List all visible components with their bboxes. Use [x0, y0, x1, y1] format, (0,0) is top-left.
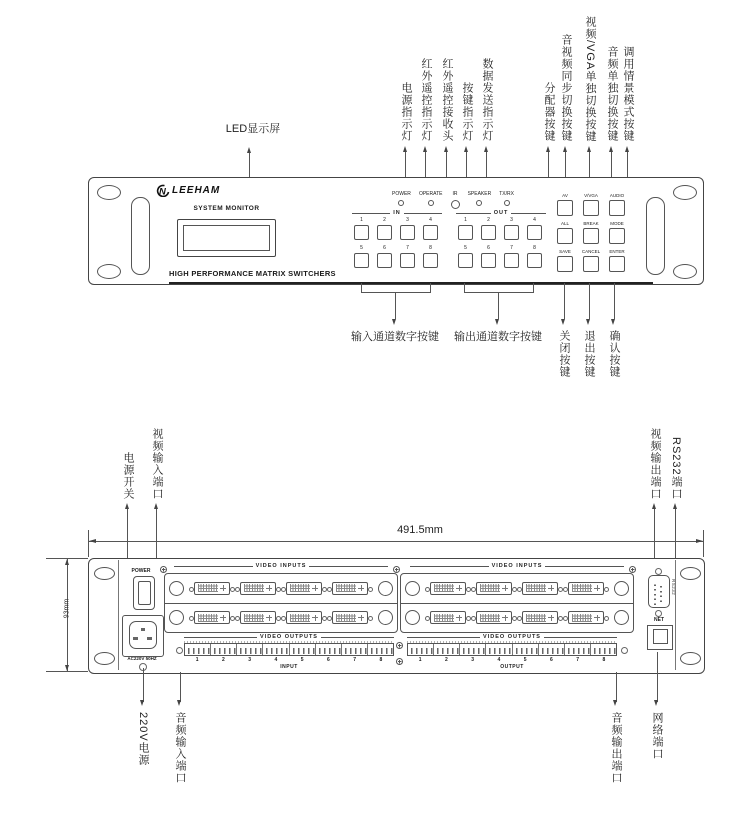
key-button	[557, 256, 573, 272]
terminal-block	[513, 644, 539, 655]
all-button: ALL	[557, 221, 573, 244]
callout-distributor: 分配器按键	[543, 82, 555, 142]
out-keys-row2	[458, 246, 542, 268]
input-strip-numbers: 1 2 3 4 5 6 7 8	[195, 657, 383, 663]
rule	[184, 637, 257, 638]
arrow-icon	[654, 700, 658, 706]
rack-hole	[680, 652, 701, 665]
rack-handle	[131, 197, 150, 275]
arrow-icon	[611, 319, 615, 325]
fn-row-1	[557, 193, 625, 216]
key-button	[458, 253, 473, 268]
dvi-port	[240, 611, 276, 624]
key-button	[400, 253, 415, 268]
rj45-opening	[653, 629, 668, 644]
bracket-line	[430, 283, 431, 292]
video-inputs-header-left: VIDEO INPUTS	[174, 563, 388, 569]
terminal-block	[591, 644, 616, 655]
dvi-input-row	[165, 574, 397, 603]
callout-power-led: 电源指示灯	[400, 82, 412, 142]
rule	[352, 213, 390, 214]
key-button	[481, 225, 496, 240]
terminal-block	[434, 644, 460, 655]
key-button	[458, 225, 473, 240]
subtitle-rule	[169, 282, 653, 284]
arrow-icon	[65, 559, 69, 565]
led-ir: IR	[451, 191, 460, 209]
ear-divider	[118, 560, 119, 670]
leader-line	[616, 672, 617, 702]
screw-hole-icon	[655, 568, 662, 575]
thumbscrew-icon	[614, 581, 629, 596]
rack-hole	[680, 567, 701, 580]
out-key-5: 5	[458, 246, 473, 268]
rack-hole	[97, 264, 121, 279]
hole-icon	[621, 647, 628, 654]
callout-input-keys: 输入通道数字按键	[351, 331, 439, 343]
thumbscrew-icon	[614, 610, 629, 625]
thumbscrew-icon	[405, 581, 420, 596]
brand-icon	[155, 184, 170, 197]
callout-power-switch: 电源开关	[122, 452, 134, 500]
out-key-6: 6	[481, 246, 496, 268]
brand-logo	[155, 184, 220, 197]
out-keys-row1	[458, 218, 542, 240]
terminal-block	[460, 644, 486, 655]
callout-exit-key: 退出按键	[583, 330, 595, 378]
thumbscrew-icon	[169, 581, 184, 596]
key-button	[583, 256, 599, 272]
arrow-icon	[586, 319, 590, 325]
screw-icon	[396, 658, 403, 665]
terminal-block	[185, 644, 211, 655]
rule	[410, 566, 489, 567]
dvi-port	[476, 582, 512, 595]
rack-hole	[97, 185, 121, 200]
callout-confirm-key: 确认按键	[608, 330, 620, 378]
screw-icon	[396, 642, 403, 649]
key-button	[583, 200, 599, 216]
dvi-port	[568, 611, 604, 624]
callout-scene-mode: 调用情景模式按键	[622, 46, 634, 142]
bracket-line	[464, 292, 534, 293]
extension-line	[703, 530, 704, 557]
rule	[544, 637, 617, 638]
out-key-8: 8	[527, 246, 542, 268]
rack-hole	[94, 652, 115, 665]
input-strip-label: INPUT	[280, 664, 298, 670]
callout-network-port: 网络端口	[651, 712, 663, 760]
key-button	[377, 225, 392, 240]
ear-divider	[675, 560, 676, 670]
callout-key-led: 按键指示灯	[461, 82, 473, 142]
v-vga-button: V/VGA	[583, 193, 599, 216]
callout-220v-power: 220V电源	[137, 712, 149, 766]
key-button	[609, 228, 625, 244]
key-button	[557, 228, 573, 244]
callout-audio-out-port: 音频输出端口	[610, 712, 622, 784]
rule	[309, 566, 388, 567]
in-key-5: 5	[354, 246, 369, 268]
dvi-port	[240, 582, 276, 595]
callout-audio-in-port: 音频输入端口	[174, 712, 186, 784]
led-icon	[398, 200, 404, 206]
rack-hole	[94, 567, 115, 580]
callout-av-sync: 音视频同步切换按键	[560, 34, 572, 142]
leader-line	[564, 283, 565, 319]
extension-line	[88, 530, 89, 557]
rule	[456, 213, 491, 214]
dvi-port	[430, 582, 466, 595]
rule	[511, 213, 546, 214]
terminal-block	[486, 644, 512, 655]
arrow-icon	[140, 700, 144, 706]
lcd-display	[177, 219, 276, 257]
out-key-3: 3	[504, 218, 519, 240]
key-button	[527, 253, 542, 268]
leader-line	[180, 672, 181, 702]
callout-output-keys: 输出通道数字按键	[454, 331, 542, 343]
audio-output-strip	[407, 643, 617, 656]
out-key-4: 4	[527, 218, 542, 240]
dvi-port	[568, 582, 604, 595]
out-group-header: OUT	[456, 210, 546, 216]
dvi-card-right	[400, 573, 634, 633]
terminal-block	[342, 644, 368, 655]
led-icon	[504, 200, 510, 206]
brand-name: LEEHAM	[172, 185, 221, 196]
ir-receiver-icon	[451, 200, 460, 209]
dvi-card-left	[164, 573, 398, 633]
led-operate: OPERATE	[419, 191, 443, 209]
lcd-screen	[183, 225, 270, 251]
in-key-8: 8	[423, 246, 438, 268]
video-outputs-header-right: VIDEO OUTPUTS	[407, 634, 617, 640]
thumbscrew-icon	[378, 581, 393, 596]
key-button	[583, 228, 599, 244]
video-outputs-header-left: VIDEO OUTPUTS	[184, 634, 394, 640]
dvi-port	[286, 611, 322, 624]
key-button	[609, 256, 625, 272]
leader-line	[143, 668, 144, 702]
out-key-7: 7	[504, 246, 519, 268]
leader-line	[614, 283, 615, 319]
rack-hole	[673, 264, 697, 279]
key-button	[557, 200, 573, 216]
key-button	[400, 225, 415, 240]
ac-inlet	[122, 615, 164, 657]
arrow-icon	[177, 700, 181, 706]
mode-button: MODE	[609, 221, 625, 244]
callout-video-out-port: 视频输出端口	[649, 428, 661, 500]
av-button: AV	[557, 193, 573, 216]
bracket-line	[361, 283, 362, 292]
rocker	[138, 581, 151, 605]
leader-line	[657, 652, 658, 702]
callout-tx-led: 数据发送指示灯	[481, 58, 493, 142]
dvi-port	[332, 582, 368, 595]
out-key-2: 2	[481, 218, 496, 240]
rack-hole	[673, 185, 697, 200]
terminal-block	[408, 644, 434, 655]
key-button	[423, 225, 438, 240]
key-button	[423, 253, 438, 268]
rule	[407, 637, 480, 638]
bracket-line	[464, 283, 465, 292]
callout-audio-only: 音频单独切换按键	[606, 46, 618, 142]
break-button: BREAK	[583, 221, 599, 244]
arrow-icon	[495, 319, 499, 325]
rear-panel	[88, 558, 705, 674]
arrow-icon	[65, 665, 69, 671]
out-key-1: 1	[458, 218, 473, 240]
terminal-block	[290, 644, 316, 655]
dvi-output-row	[401, 603, 633, 633]
screw-hole-icon	[655, 610, 662, 617]
key-button	[504, 225, 519, 240]
led-icon	[476, 200, 482, 206]
arrow-icon	[696, 539, 703, 543]
fn-row-2	[557, 221, 625, 244]
led-txrx: TX/RX	[499, 191, 514, 209]
net-label: NET	[654, 617, 664, 623]
fn-row-3	[557, 249, 625, 272]
dvi-port	[194, 582, 230, 595]
in-key-3: 3	[400, 218, 415, 240]
panel-subtitle: HIGH PERFORMANCE MATRIX SWITCHERS	[169, 269, 336, 278]
audio-input-strip	[184, 643, 394, 656]
callout-close-key: 关闭按键	[558, 330, 570, 378]
power-switch-label: POWER	[131, 568, 151, 574]
in-key-6: 6	[377, 246, 392, 268]
width-dimension: 491.5mm	[397, 524, 443, 536]
terminal-block	[565, 644, 591, 655]
terminal-block	[368, 644, 393, 655]
in-key-2: 2	[377, 218, 392, 240]
leader-line	[498, 292, 499, 319]
dimension-line	[88, 541, 704, 542]
key-button	[527, 225, 542, 240]
led-power: POWER	[392, 191, 411, 209]
leader-line	[589, 283, 590, 319]
dvi-output-row	[165, 603, 397, 633]
rs232-label: RS232	[671, 579, 676, 596]
in-key-1: 1	[354, 218, 369, 240]
front-panel	[88, 177, 704, 285]
hole-icon	[176, 647, 183, 654]
ac-rating-label: AC220V 50HZ	[127, 656, 157, 661]
leader-line	[395, 292, 396, 319]
rule	[404, 213, 442, 214]
callout-ir-receiver: 红外遥控接收头	[441, 58, 453, 142]
callout-rs232-port: RS232端口	[670, 437, 682, 500]
cancel-button: CANCEL	[583, 249, 599, 272]
callout-video-in-port: 视频输入端口	[151, 428, 163, 500]
dvi-port	[522, 582, 558, 595]
rule	[545, 566, 624, 567]
thumbscrew-icon	[405, 610, 420, 625]
dvi-port	[476, 611, 512, 624]
dvi-port	[286, 582, 322, 595]
dvi-input-row	[401, 574, 633, 603]
rule	[321, 637, 394, 638]
arrow-icon	[561, 319, 565, 325]
output-strip-numbers: 1 2 3 4 5 6 7 8	[418, 657, 606, 663]
power-switch	[133, 576, 155, 610]
output-strip-label: OUTPUT	[500, 664, 524, 670]
terminal-block	[263, 644, 289, 655]
rack-handle	[646, 197, 665, 275]
key-button	[609, 200, 625, 216]
arrow-icon	[89, 539, 96, 543]
terminal-block	[316, 644, 342, 655]
video-inputs-header-right: VIDEO INPUTS	[410, 563, 624, 569]
callout-led-display: LED显示屏	[225, 123, 281, 135]
screw-icon	[160, 566, 167, 573]
save-button: SAVE	[557, 249, 573, 272]
terminal-block	[237, 644, 263, 655]
dvi-port	[194, 611, 230, 624]
dvi-port	[430, 611, 466, 624]
in-key-4: 4	[423, 218, 438, 240]
thumbscrew-icon	[378, 610, 393, 625]
dvi-port	[332, 611, 368, 624]
arrow-icon	[613, 700, 617, 706]
dvi-port	[522, 611, 558, 624]
key-button	[504, 253, 519, 268]
screw-icon	[393, 566, 400, 573]
screw-icon	[629, 566, 636, 573]
rs232-port	[648, 575, 670, 608]
bracket-line	[533, 283, 534, 292]
in-key-7: 7	[400, 246, 415, 268]
bracket-line	[361, 292, 431, 293]
in-keys-row2	[354, 246, 438, 268]
system-monitor-label: SYSTEM MONITOR	[193, 205, 260, 212]
height-dimension: 93mm	[63, 598, 71, 619]
key-button	[377, 253, 392, 268]
ac-socket-icon	[129, 621, 157, 649]
led-icon	[428, 200, 434, 206]
thumbscrew-icon	[169, 610, 184, 625]
rule	[174, 566, 253, 567]
arrow-icon	[392, 319, 396, 325]
callout-video-vga: 视频/VGA单独切换按键	[584, 15, 596, 142]
svg-text:N: N	[159, 186, 166, 197]
in-group-header: IN	[352, 210, 442, 216]
callout-ir-led: 红外遥控指示灯	[420, 58, 432, 142]
terminal-block	[211, 644, 237, 655]
enter-button: ENTER	[609, 249, 625, 272]
terminal-block	[539, 644, 565, 655]
in-keys-row1	[354, 218, 438, 240]
led-speaker: SPEAKER	[468, 191, 492, 209]
audio-button: AUDIO	[609, 193, 625, 216]
key-button	[481, 253, 496, 268]
led-cluster	[392, 191, 514, 209]
ethernet-port	[647, 625, 673, 650]
key-button	[354, 253, 369, 268]
key-button	[354, 225, 369, 240]
